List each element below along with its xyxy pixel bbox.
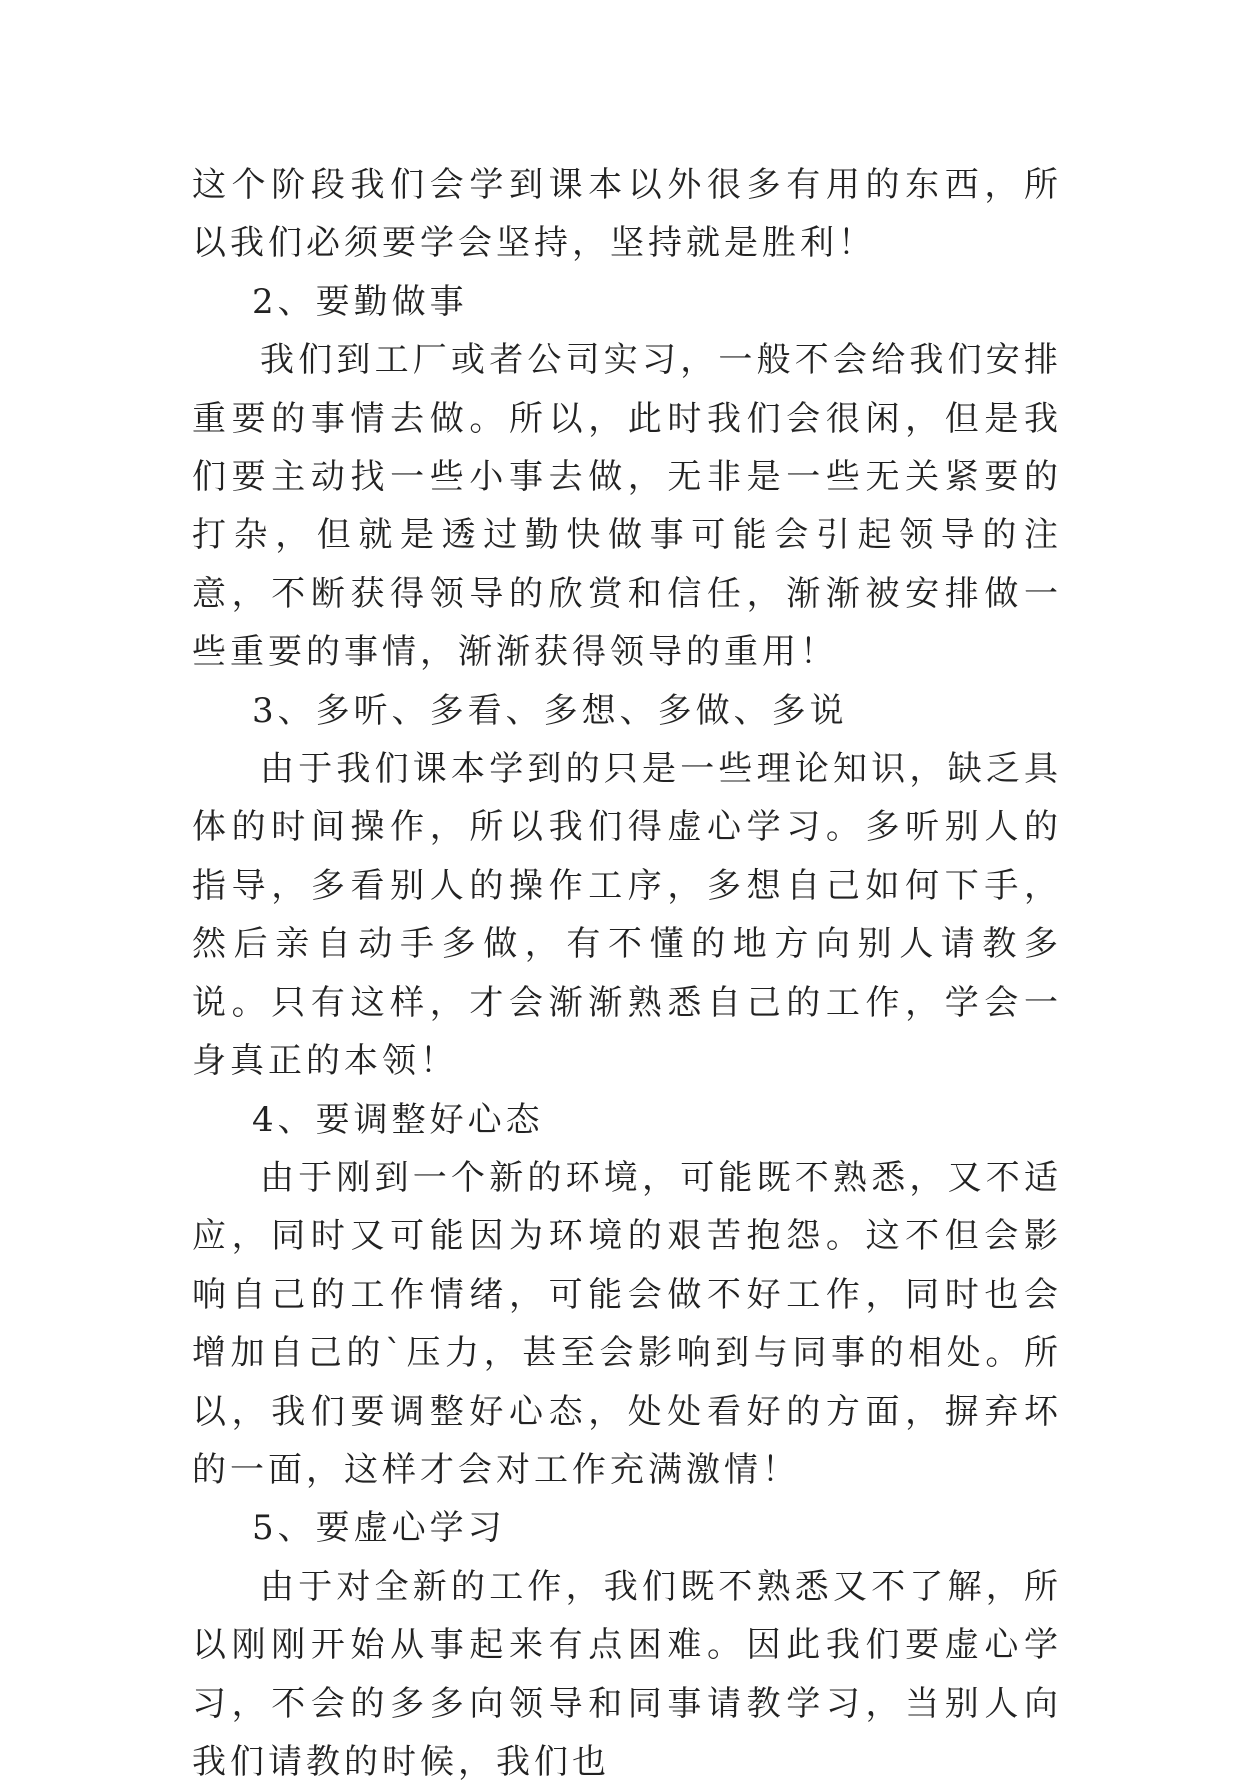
paragraph-work-diligently: 我们到工厂或者公司实习，一般不会给我们安排重要的事情去做。所以，此时我们会很闲，但是我们要主动找一些小事去做，无非是一些无关紧要的打杂，但就是透过勤快做事可能会引起领导的注意，不断获得领导的欣赏和信任，渐渐被安排做一些重要的事情，渐渐获得领导的重用！ [192,340,1062,673]
section-heading-2: 2、要勤做事 [252,281,468,322]
document-body [192,156,1062,1791]
section-heading-5: 5、要虚心学习 [252,1508,506,1549]
continuation-paragraph: 这个阶段我们会学到课本以外很多有用的东西，所以我们必须要学会坚持，坚持就是胜利！ [192,165,1062,264]
paragraph-adjust-mindset: 由于刚到一个新的环境，可能既不熟悉，又不适应，同时又可能因为环境的艰苦抱怨。这不但会影响自己的工作情绪，可能会做不好工作，同时也会增加自己的`压力，甚至会影响到与同事的相处。所以，我们要调整好心态，处处看好的方面，摒弃坏的一面，这样才会对工作充满激情！ [192,1157,1062,1490]
section-heading-4: 4、要调整好心态 [252,1099,544,1140]
paragraph-learn-humbly: 由于对全新的工作，我们既不熟悉又不了解，所以刚刚开始从事起来有点困难。因此我们要虚心学习，不会的多多向领导和同事请教学习，当别人向我们请教的时候，我们也 [192,1566,1062,1782]
section-heading-3: 3、多听、多看、多想、多做、多说 [252,690,848,731]
paragraph-listen-look-think: 由于我们课本学到的只是一些理论知识，缺乏具体的时间操作，所以我们得虚心学习。多听别人的指导，多看别人的操作工序，多想自己如何下手，然后亲自动手多做，有不懂的地方向别人请教多说。只有这样，才会渐渐熟悉自己的工作，学会一身真正的本领！ [192,749,1062,1082]
